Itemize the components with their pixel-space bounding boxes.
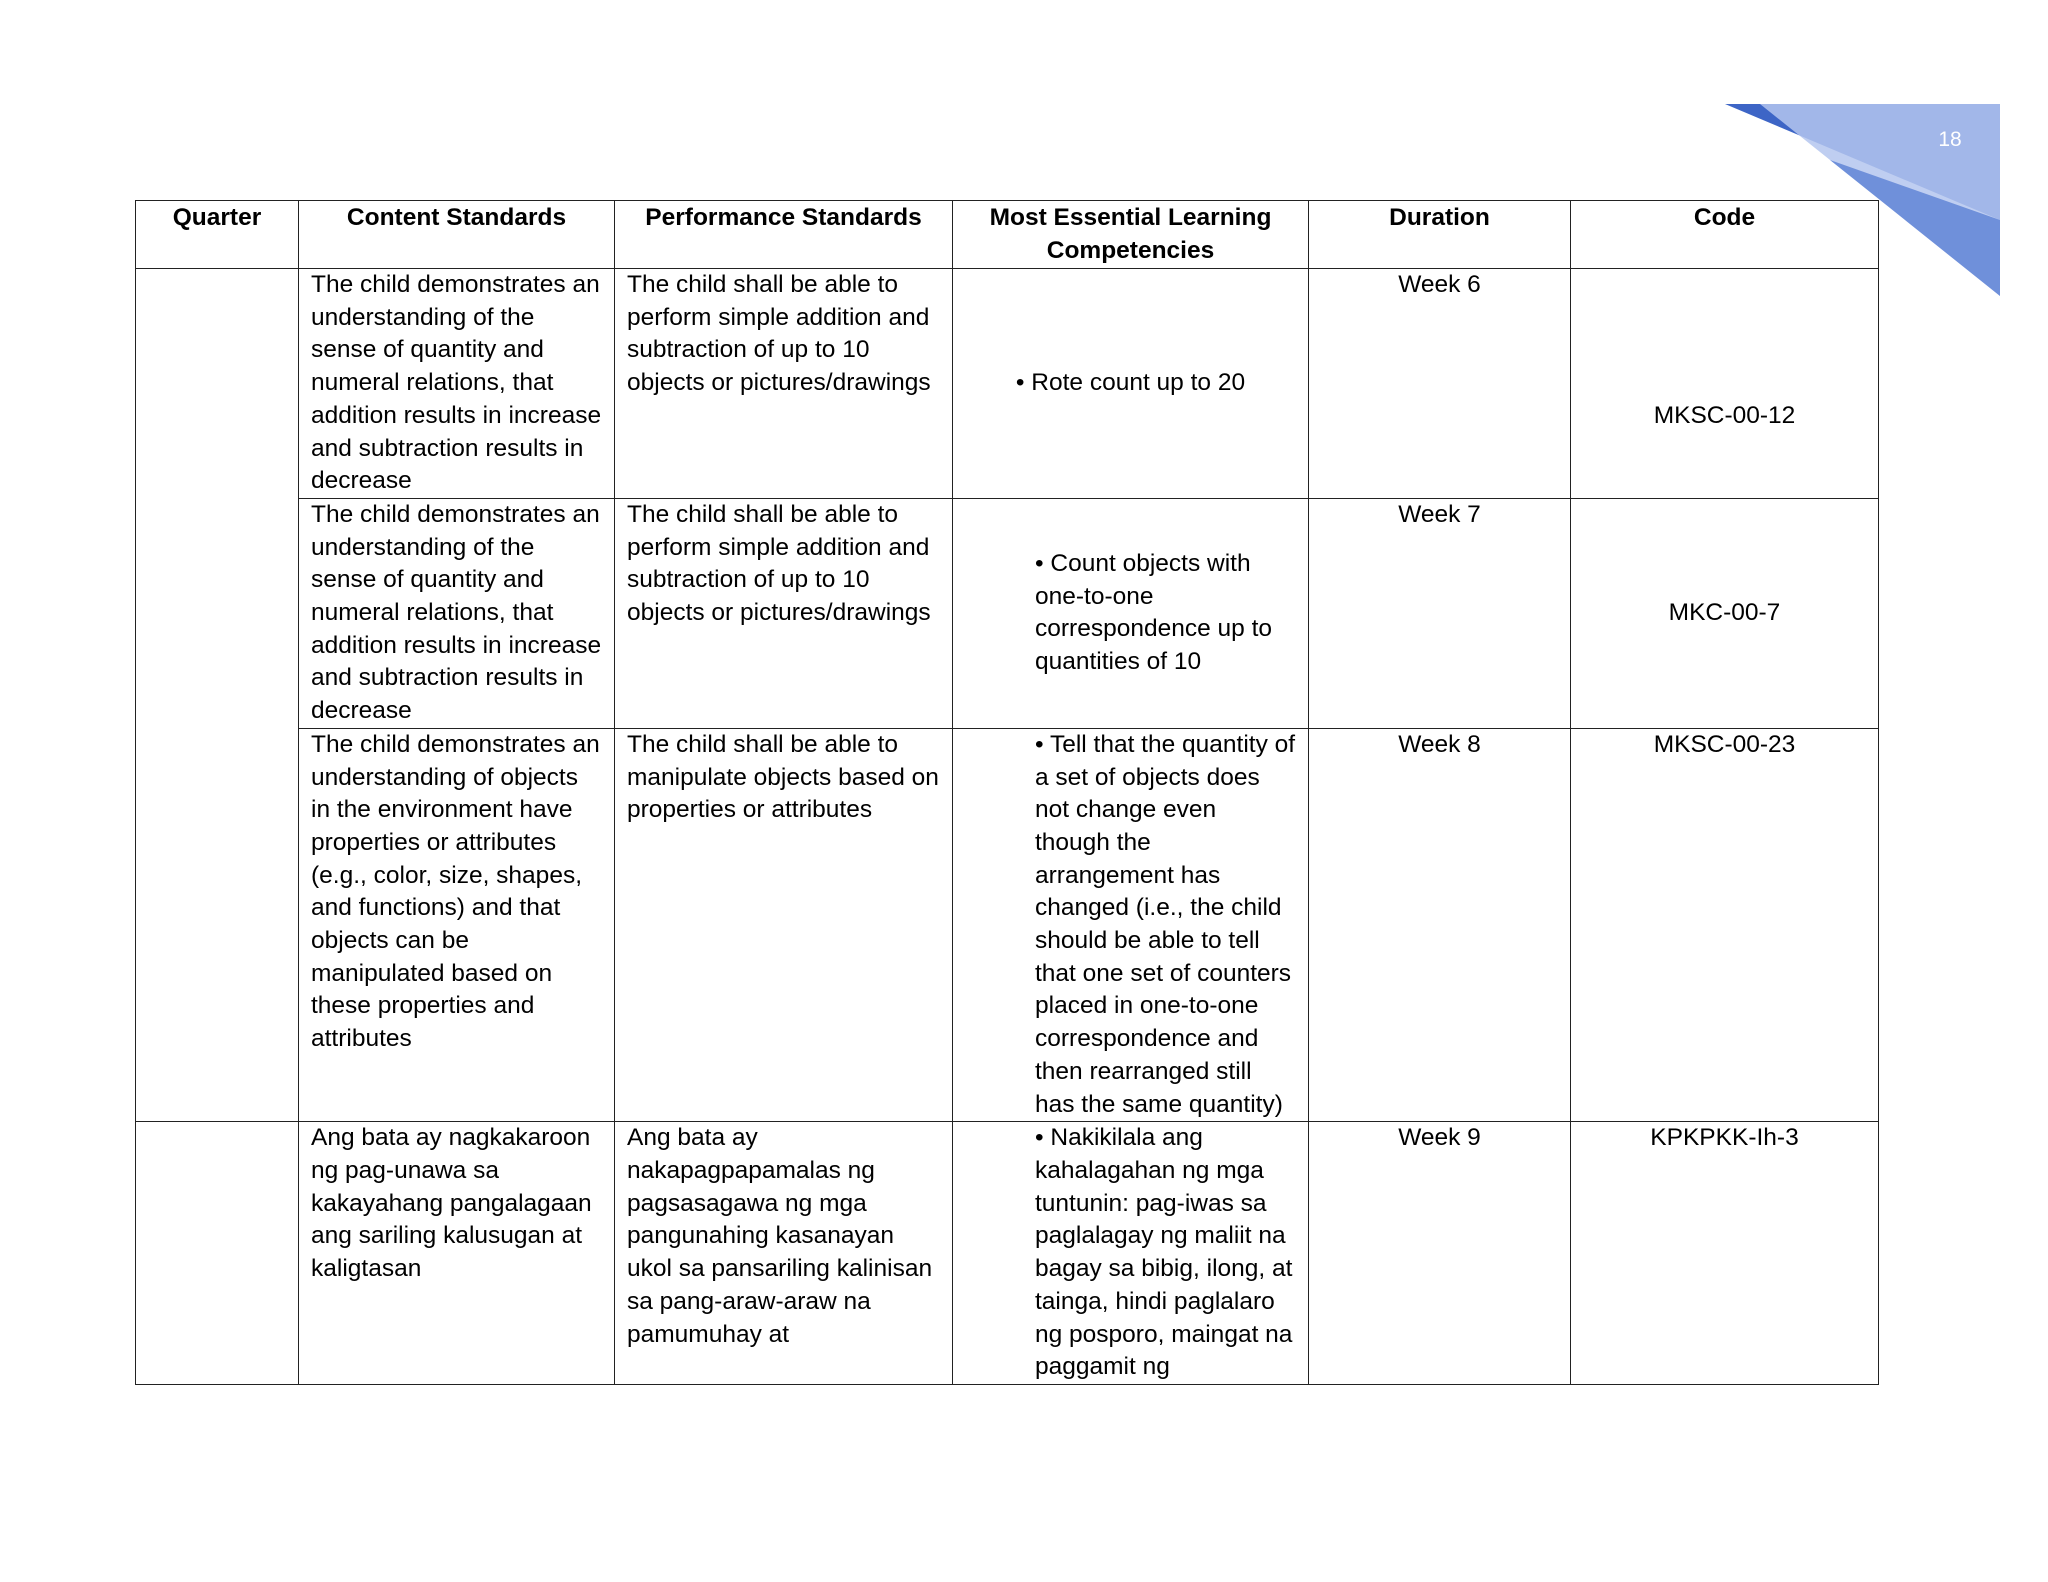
header-competencies: Most Essential Learning Competencies (953, 201, 1309, 269)
content-standard-cell: The child demonstrates an understanding of the sense of quantity and numeral relations, that addition results in increase and subtraction results in decrease (299, 498, 615, 728)
competency-cell: • Rote count up to 20 (953, 269, 1309, 499)
header-performance-standards: Performance Standards (615, 201, 953, 269)
performance-standard-cell: The child shall be able to perform simple addition and subtraction of up to 10 objects or pictures/drawings (615, 269, 953, 499)
table-header-row (136, 201, 1879, 269)
code-cell: MKSC-00-23 (1571, 728, 1879, 1121)
performance-standard-cell: Ang bata ay nakapagpapamalas ng pagsasagawa ng mga pangunahing kasanayan ukol sa pansariling kalinisan sa pang-araw-araw na pamumuhay at (615, 1122, 953, 1385)
content-standard-cell: Ang bata ay nagkakaroon ng pag-unawa sa kakayahang pangalagaan ang sariling kalusugan at kaligtasan (299, 1122, 615, 1385)
performance-standard-cell: The child shall be able to perform simple addition and subtraction of up to 10 objects or pictures/drawings (615, 498, 953, 728)
learning-competencies-table (135, 200, 1879, 1385)
content-standard-cell: The child demonstrates an understanding of objects in the environment have properties or attributes (e.g., color, size, shapes, and functions) and that objects can be manipulated based on these properties and attributes (299, 728, 615, 1121)
competency-cell: • Tell that the quantity of a set of objects does not change even though the arrangement has changed (i.e., the child should be able to tell that one set of counters placed in one-to-one correspondence and then rearranged still has the same quantity) (953, 728, 1309, 1121)
duration-cell: Week 8 (1309, 728, 1571, 1121)
header-quarter: Quarter (136, 201, 299, 269)
table-row (136, 1122, 1879, 1385)
content-standard-cell: The child demonstrates an understanding of the sense of quantity and numeral relations, that addition results in increase and subtraction results in decrease (299, 269, 615, 499)
table-row (136, 728, 1879, 1121)
competency-cell: • Nakikilala ang kahalagahan ng mga tuntunin: pag-iwas sa paglalagay ng maliit na bagay sa bibig, ilong, at tainga, hindi paglalaro ng posporo, maingat na paggamit ng (953, 1122, 1309, 1385)
page-number: 18 (1938, 128, 1962, 151)
duration-cell: Week 7 (1309, 498, 1571, 728)
code-cell: MKC-00-7 (1571, 498, 1879, 728)
header-duration: Duration (1309, 201, 1571, 269)
duration-cell: Week 6 (1309, 269, 1571, 499)
quarter-cell (136, 1122, 299, 1385)
table-row (136, 269, 1879, 499)
quarter-cell (136, 269, 299, 1122)
competency-cell: • Count objects with one-to-one correspondence up to quantities of 10 (953, 498, 1309, 728)
header-content-standards: Content Standards (299, 201, 615, 269)
table-row (136, 498, 1879, 728)
code-cell: MKSC-00-12 (1571, 269, 1879, 499)
code-cell: KPKPKK-Ih-3 (1571, 1122, 1879, 1385)
header-code: Code (1571, 201, 1879, 269)
duration-cell: Week 9 (1309, 1122, 1571, 1385)
performance-standard-cell: The child shall be able to manipulate objects based on properties or attributes (615, 728, 953, 1121)
